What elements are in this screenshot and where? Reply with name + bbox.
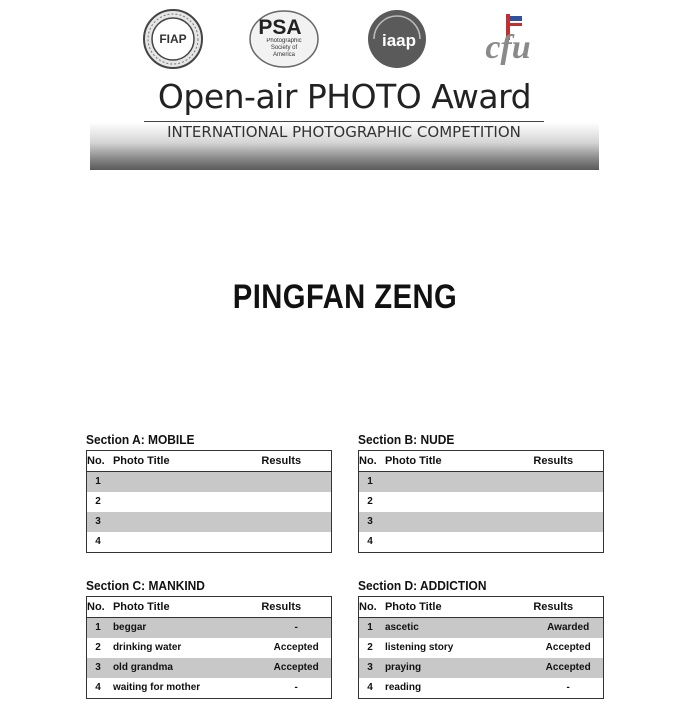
table-header bbox=[359, 451, 604, 472]
header-results: Results bbox=[533, 597, 603, 618]
table-row bbox=[359, 512, 604, 532]
header-results: Results bbox=[261, 597, 331, 618]
section-c bbox=[86, 578, 332, 699]
row-result: - bbox=[566, 682, 570, 693]
header-title: Photo Title bbox=[109, 451, 261, 472]
row-no: 2 bbox=[367, 496, 373, 507]
table-header bbox=[87, 597, 332, 618]
cfu-logo-icon bbox=[470, 8, 546, 70]
results-table bbox=[86, 450, 332, 553]
row-title: listening story bbox=[384, 642, 454, 653]
fiap-logo-text: FIAP bbox=[159, 32, 187, 46]
fiap-seal-icon bbox=[140, 8, 206, 70]
row-no: 1 bbox=[87, 472, 109, 493]
table-row bbox=[359, 618, 604, 639]
header-title: Photo Title bbox=[381, 597, 533, 618]
table-row bbox=[87, 512, 332, 532]
row-title: reading bbox=[384, 682, 422, 693]
table-row bbox=[87, 618, 332, 639]
row-result: Awarded bbox=[533, 618, 603, 639]
table-row bbox=[359, 532, 604, 553]
row-title bbox=[109, 512, 261, 532]
psa-logo-subtext: Photographic Society of America bbox=[266, 38, 302, 58]
header-no: No. bbox=[87, 451, 109, 472]
row-result: - bbox=[261, 618, 331, 639]
row-title bbox=[109, 532, 261, 553]
row-title bbox=[109, 472, 261, 493]
row-title: drinking water bbox=[112, 642, 182, 653]
iaap-logo-icon bbox=[364, 8, 430, 70]
section-d bbox=[358, 578, 604, 699]
row-result bbox=[261, 512, 331, 532]
results-table bbox=[358, 596, 604, 699]
row-no: 2 bbox=[367, 642, 373, 653]
row-result: Accepted bbox=[273, 642, 319, 653]
row-title bbox=[109, 492, 261, 512]
row-no: 4 bbox=[95, 536, 101, 547]
psa-logo-icon bbox=[242, 8, 322, 70]
row-title: beggar bbox=[109, 618, 261, 639]
results-table bbox=[358, 450, 604, 553]
row-title bbox=[381, 492, 533, 512]
header-results: Results bbox=[261, 451, 331, 472]
section-title: Section C: MANKIND bbox=[86, 578, 205, 593]
row-result bbox=[533, 492, 603, 512]
header-no: No. bbox=[359, 597, 381, 618]
table-row bbox=[87, 472, 332, 493]
row-result bbox=[261, 532, 331, 553]
row-no: 2 bbox=[95, 642, 101, 653]
row-result bbox=[533, 532, 603, 553]
psa-logo-text: PSA bbox=[258, 16, 302, 39]
table-row bbox=[87, 492, 332, 512]
row-title bbox=[381, 532, 533, 553]
row-result: Accepted bbox=[545, 642, 591, 653]
table-row bbox=[359, 472, 604, 493]
row-title bbox=[381, 512, 533, 532]
header-no: No. bbox=[87, 597, 109, 618]
row-result bbox=[261, 472, 331, 493]
table-row bbox=[87, 678, 332, 699]
section-b bbox=[358, 432, 604, 553]
iaap-logo-text: iaap bbox=[381, 31, 417, 50]
header-title: Photo Title bbox=[381, 451, 533, 472]
table-header bbox=[87, 451, 332, 472]
section-title: Section B: NUDE bbox=[358, 432, 455, 447]
table-row bbox=[87, 532, 332, 553]
cfu-logo-text: cfu bbox=[485, 29, 531, 66]
row-no: 1 bbox=[87, 618, 109, 639]
section-title: Section D: ADDICTION bbox=[358, 578, 487, 593]
row-title: ascetic bbox=[381, 618, 533, 639]
person-name: PINGFAN ZENG bbox=[232, 278, 458, 316]
banner-title: Open-air PHOTO Award bbox=[157, 77, 532, 116]
row-no: 4 bbox=[95, 682, 101, 693]
banner-subtitle: INTERNATIONAL PHOTOGRAPHIC COMPETITION bbox=[144, 121, 544, 140]
table-row bbox=[359, 638, 604, 658]
row-title: waiting for mother bbox=[112, 682, 201, 693]
header-no: No. bbox=[359, 451, 381, 472]
row-no: 4 bbox=[367, 536, 373, 547]
row-result: Accepted bbox=[533, 658, 603, 678]
row-title: praying bbox=[381, 658, 533, 678]
row-title bbox=[381, 472, 533, 493]
row-result bbox=[533, 472, 603, 493]
row-no: 3 bbox=[359, 658, 381, 678]
row-no: 3 bbox=[87, 512, 109, 532]
row-title: old grandma bbox=[109, 658, 261, 678]
row-no: 3 bbox=[87, 658, 109, 678]
row-result bbox=[533, 512, 603, 532]
table-row bbox=[359, 492, 604, 512]
results-table bbox=[86, 596, 332, 699]
table-header bbox=[359, 597, 604, 618]
row-result: - bbox=[294, 682, 298, 693]
row-result bbox=[261, 492, 331, 512]
row-no: 1 bbox=[359, 618, 381, 639]
table-row bbox=[87, 658, 332, 678]
header-title: Photo Title bbox=[109, 597, 261, 618]
row-no: 3 bbox=[359, 512, 381, 532]
header-banner bbox=[90, 0, 599, 170]
row-no: 2 bbox=[95, 496, 101, 507]
table-row bbox=[359, 678, 604, 699]
row-result: Accepted bbox=[261, 658, 331, 678]
row-no: 1 bbox=[359, 472, 381, 493]
table-row bbox=[359, 658, 604, 678]
section-a bbox=[86, 432, 332, 553]
table-row bbox=[87, 638, 332, 658]
row-no: 4 bbox=[367, 682, 373, 693]
section-title: Section A: MOBILE bbox=[86, 432, 195, 447]
logo-strip bbox=[90, 8, 599, 70]
header-results: Results bbox=[533, 451, 603, 472]
